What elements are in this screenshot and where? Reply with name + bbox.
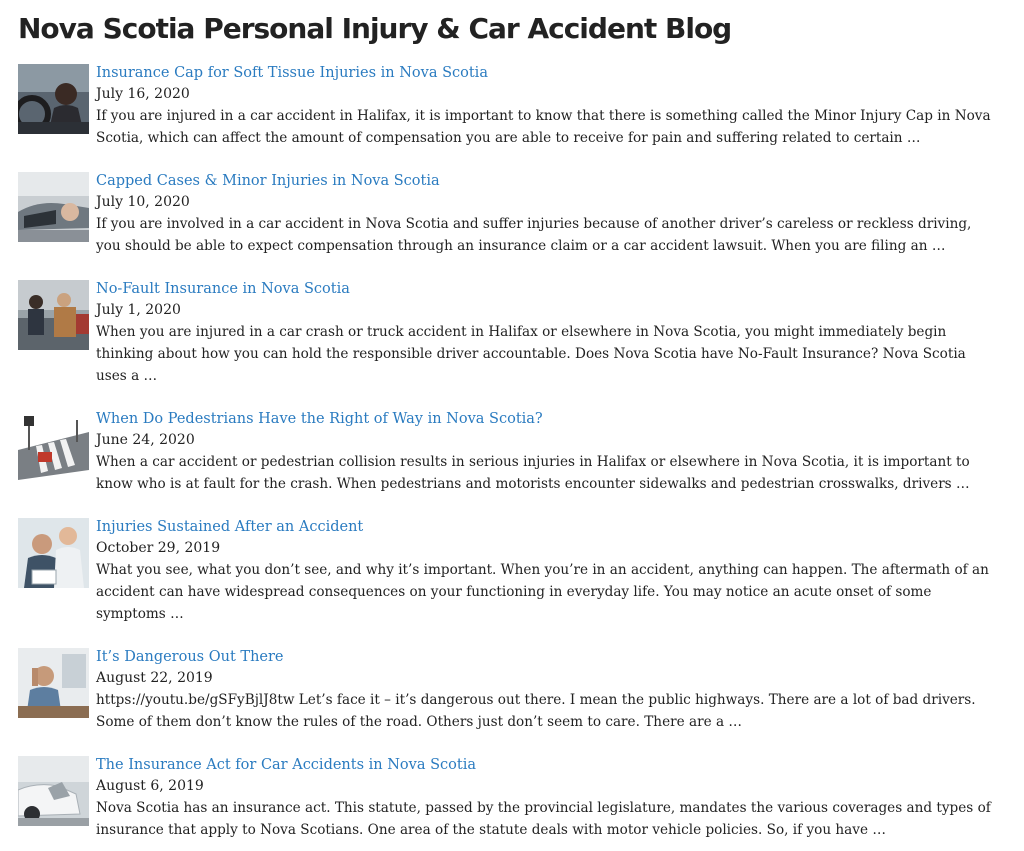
stressed-man-photo-icon xyxy=(18,648,89,718)
car-crash-photo-icon xyxy=(18,172,89,242)
post-date: July 1, 2020 xyxy=(96,302,181,318)
page-title: Nova Scotia Personal Injury & Car Accident Blog xyxy=(18,12,732,45)
post-excerpt: Nova Scotia has an insurance act. This statute, passed by the provincial legislature, mandates the various coverages and types of insurance that apply to Nova Scotians. One area of the statute deals with motor vehicle policies. So, if you have … xyxy=(96,800,991,838)
post-excerpt: When a car accident or pedestrian collision results in serious injuries in Halifax or elsewhere in Nova Scotia, it is important to know who is at fault for the crash. When pedestrians and motorists encounter sidewalks and pedestrian crosswalks, drivers … xyxy=(96,454,970,492)
post-title-link[interactable]: It’s Dangerous Out There xyxy=(96,649,284,665)
post-thumbnail-stressed[interactable] xyxy=(18,648,89,718)
post-thumbnail-roadside[interactable] xyxy=(18,280,89,350)
post-date: August 22, 2019 xyxy=(96,670,213,686)
post-date: June 24, 2020 xyxy=(96,432,195,448)
post-date: October 29, 2019 xyxy=(96,540,221,556)
post-thumbnail-crosswalk[interactable] xyxy=(18,410,89,480)
post-title-link[interactable]: When Do Pedestrians Have the Right of Way in Nova Scotia? xyxy=(96,411,543,427)
post-date: July 16, 2020 xyxy=(96,86,190,102)
post-thumbnail-crash[interactable] xyxy=(18,172,89,242)
post-excerpt: What you see, what you don’t see, and why it’s important. When you’re in an accident, anything can happen. The aftermath of an accident can have widespread consequences on your functioning in everyday life. You may notice an acute onset of some symptoms … xyxy=(96,562,989,622)
injured-couple-photo-icon xyxy=(18,518,89,588)
post-excerpt: https://youtu.be/gSFyBjlJ8tw Let’s face it – it’s dangerous out there. I mean the public highways. There are a lot of bad drivers. Some of them don’t know the rules of the road. Others just don’t seem to care. There are a … xyxy=(96,692,976,730)
crosswalk-illustration-icon xyxy=(18,410,89,480)
post-title-link[interactable]: No-Fault Insurance in Nova Scotia xyxy=(96,281,350,297)
post-title-link[interactable]: Capped Cases & Minor Injuries in Nova Scotia xyxy=(96,173,440,189)
post-title-link[interactable]: Injuries Sustained After an Accident xyxy=(96,519,364,535)
post-thumbnail-driver[interactable] xyxy=(18,64,89,134)
post-thumbnail-injury[interactable] xyxy=(18,518,89,588)
post-thumbnail-wreck[interactable] xyxy=(18,756,89,826)
driver-photo-icon xyxy=(18,64,89,134)
car-wreck-photo-icon xyxy=(18,756,89,826)
post-excerpt: If you are involved in a car accident in Nova Scotia and suffer injuries because of another driver’s careless or reckless driving, you should be able to expect compensation through an insurance claim or a car accident lawsuit. When you are filing an … xyxy=(96,216,972,254)
post-title-link[interactable]: The Insurance Act for Car Accidents in Nova Scotia xyxy=(96,757,476,773)
post-excerpt: When you are injured in a car crash or truck accident in Halifax or elsewhere in Nova Scotia, you might immediately begin thinking about how you can hold the responsible driver accountable. Does Nova Scotia have No-Fault Insurance? Nova Scotia uses a … xyxy=(96,324,966,384)
post-title-link[interactable]: Insurance Cap for Soft Tissue Injuries in Nova Scotia xyxy=(96,65,488,81)
post-date: August 6, 2019 xyxy=(96,778,204,794)
roadside-people-photo-icon xyxy=(18,280,89,350)
post-date: July 10, 2020 xyxy=(96,194,190,210)
post-excerpt: If you are injured in a car accident in Halifax, it is important to know that there is something called the Minor Injury Cap in Nova Scotia, which can affect the amount of compensation you are able to receive for pain and suffering related to certain … xyxy=(96,108,991,146)
